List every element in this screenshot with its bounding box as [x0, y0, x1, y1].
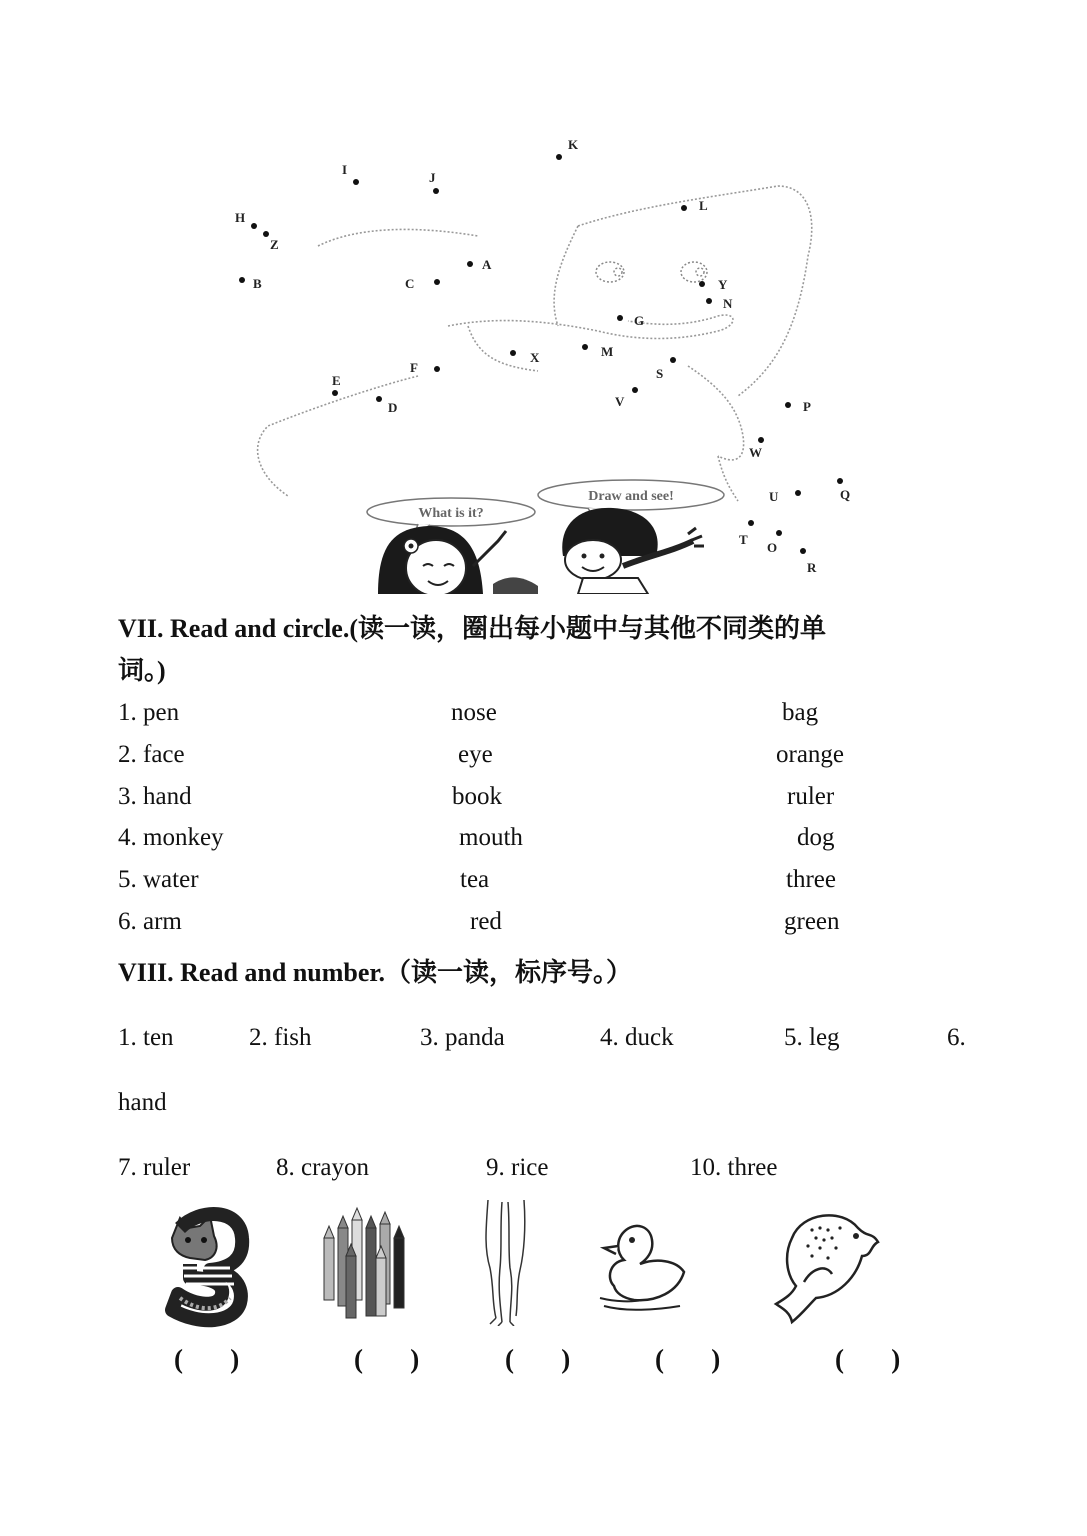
- word-item: hand: [118, 1089, 167, 1116]
- elephant-dot-picture: [218, 126, 868, 594]
- svg-text:Draw and see!: Draw and see!: [588, 489, 674, 504]
- legs-icon: [480, 1198, 530, 1326]
- word-option: book: [452, 783, 502, 810]
- svg-text:S: S: [656, 366, 664, 381]
- duck-icon: [596, 1198, 688, 1326]
- answer-bracket[interactable]: ( ): [505, 1344, 571, 1374]
- word-option: orange: [776, 741, 845, 768]
- answer-bracket[interactable]: ( ): [835, 1344, 901, 1374]
- word-item: 3. panda: [420, 1024, 505, 1051]
- word-option: 1. pen: [118, 699, 180, 726]
- svg-text:P: P: [803, 399, 811, 414]
- word-option: tea: [460, 866, 490, 893]
- dot-to-dot-figure: [218, 126, 868, 594]
- svg-text:G: G: [634, 313, 645, 328]
- svg-text:U: U: [769, 489, 779, 504]
- word-item: 6.: [947, 1024, 966, 1051]
- word-option: eye: [458, 741, 493, 768]
- svg-text:J: J: [429, 170, 436, 185]
- svg-text:What is it?: What is it?: [418, 506, 484, 521]
- svg-text:B: B: [253, 276, 262, 291]
- word-item: 7. ruler: [118, 1154, 191, 1181]
- word-option: 3. hand: [118, 783, 192, 810]
- svg-text:A: A: [482, 257, 492, 272]
- svg-text:V: V: [615, 394, 625, 409]
- word-option: 4. monkey: [118, 824, 224, 851]
- word-option: nose: [451, 699, 497, 726]
- dot-letters: [235, 137, 850, 575]
- svg-text:X: X: [530, 350, 540, 365]
- word-option: three: [786, 866, 836, 893]
- word-option: 6. arm: [118, 908, 182, 935]
- word-option: dog: [797, 824, 835, 851]
- svg-text:R: R: [807, 560, 817, 575]
- section-7-title: [118, 608, 826, 692]
- girl-icon: [378, 526, 538, 594]
- word-item: 9. rice: [486, 1154, 549, 1181]
- word-item: 10. three: [690, 1154, 778, 1181]
- word-option: mouth: [459, 824, 523, 851]
- crayons-icon: [318, 1198, 414, 1326]
- svg-text:E: E: [332, 373, 341, 388]
- svg-text:W: W: [749, 445, 762, 460]
- svg-text:T: T: [739, 532, 748, 547]
- word-item: 4. duck: [600, 1024, 674, 1051]
- svg-text:F: F: [410, 360, 418, 375]
- svg-text:C: C: [405, 276, 415, 291]
- section-8-title: VIII. Read and number.（读一读，标序号。）: [118, 958, 633, 987]
- word-option: 2. face: [118, 741, 185, 768]
- svg-text:Q: Q: [840, 487, 851, 502]
- word-item: 8. crayon: [276, 1154, 370, 1181]
- svg-text:Y: Y: [718, 277, 728, 292]
- word-item: 2. fish: [249, 1024, 312, 1051]
- word-option: green: [784, 908, 840, 935]
- boy-icon: [562, 508, 704, 594]
- svg-text:Z: Z: [270, 237, 279, 252]
- elephant-outline: [258, 186, 812, 501]
- fish-icon: [772, 1198, 882, 1326]
- svg-text:D: D: [388, 400, 398, 415]
- word-option: 5. water: [118, 866, 199, 893]
- answer-bracket[interactable]: ( ): [174, 1344, 240, 1374]
- section-7-title-line2: 词。): [118, 656, 166, 685]
- word-option: bag: [782, 699, 819, 726]
- svg-text:O: O: [767, 540, 778, 555]
- three-cat-icon: [160, 1198, 250, 1328]
- svg-text:N: N: [723, 296, 733, 311]
- svg-text:M: M: [601, 344, 614, 359]
- svg-text:I: I: [342, 162, 348, 177]
- elephant-eyes: [596, 262, 707, 282]
- word-option: ruler: [787, 783, 835, 810]
- answer-bracket[interactable]: ( ): [655, 1344, 721, 1374]
- svg-text:H: H: [235, 210, 246, 225]
- svg-text:L: L: [699, 198, 708, 213]
- svg-text:K: K: [568, 137, 579, 152]
- word-option: red: [470, 908, 502, 935]
- word-item: 5. leg: [784, 1024, 840, 1051]
- word-item: 1. ten: [118, 1024, 174, 1051]
- section-7-title-line1: VII. Read and circle.(读一读，圈出每小题中与其他不同类的单: [118, 614, 827, 643]
- answer-bracket[interactable]: ( ): [354, 1344, 420, 1374]
